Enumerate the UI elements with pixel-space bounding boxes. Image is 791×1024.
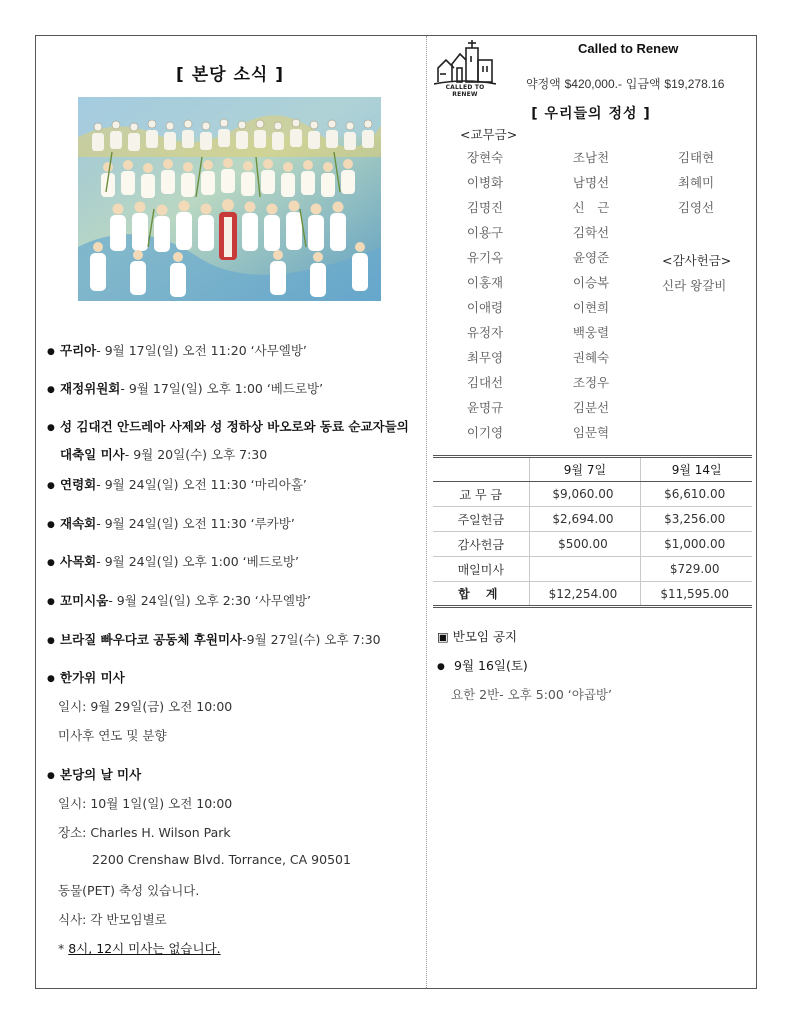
event-name: 사목회 [60, 554, 97, 569]
campaign-title: Called to Renew [578, 41, 679, 56]
bullet-icon: ● [437, 662, 445, 672]
bullet-icon: ● [47, 558, 55, 568]
total-value: $12,254.00 [529, 582, 641, 607]
event-curia [47, 341, 307, 359]
event-detail: - 9월 17일(일) 오후 1:00 ‘베드로방’ [120, 381, 324, 396]
donor-names-col1 [455, 151, 515, 451]
row-value: $6,610.00 [641, 482, 752, 507]
column-divider [426, 36, 427, 988]
donor-name: 김태현 [677, 150, 715, 165]
table-row [433, 532, 752, 557]
donor-name: 신 근 [572, 200, 610, 215]
dues-label: <교무금> [460, 127, 518, 142]
parish-day-pet: 동물(PET) 축성 있습니다. [58, 883, 200, 898]
donor-name: 최무영 [466, 350, 504, 365]
thanks-offering-label: <감사헌금> [662, 253, 732, 268]
bullet-icon: ● [47, 423, 55, 433]
parish-day-note [58, 939, 221, 957]
event-memorial-society [47, 475, 307, 493]
pledge-label: 약정액 [526, 77, 565, 91]
row-label: 교 무 금 [433, 482, 529, 507]
donor-name: 백웅렬 [572, 325, 610, 340]
row-value: $1,000.00 [641, 532, 752, 557]
no-mass-note: 8시, 12시 미사는 없습니다. [68, 941, 221, 956]
event-name: 재속회 [60, 516, 97, 531]
donor-name: 김명진 [466, 200, 504, 215]
donor-name: 이병화 [466, 175, 504, 190]
thanks-offering-donor: 신라 왕갈비 [662, 278, 727, 293]
donor-name: 권혜숙 [572, 350, 610, 365]
event-detail: - 9월 17일(일) 오전 11:20 ‘사무엘방’ [96, 343, 307, 358]
row-value: $2,694.00 [529, 507, 641, 532]
donor-name: 이용구 [466, 225, 504, 240]
meeting-date-text: 9월 16일(토) [454, 658, 528, 673]
donor-name: 윤명규 [466, 400, 504, 415]
row-value [529, 557, 641, 582]
donor-name: 이현희 [572, 300, 610, 315]
group-meeting-desc: 요한 2반- 오후 5:00 ‘야곱방’ [451, 687, 612, 702]
event-brazil-mass [47, 630, 381, 648]
event-name: 꾸리아 [60, 343, 97, 358]
logo-caption: CALLED TO RENEW [445, 84, 485, 98]
event-detail: - 9월 24일(일) 오전 11:30 ‘루카방’ [96, 516, 295, 531]
event-finance-committee [47, 379, 323, 397]
parish-day-address: 2200 Crenshaw Blvd. Torrance, CA 90501 [92, 852, 351, 867]
event-comitium [47, 591, 311, 609]
pledge-amount: $420,000.- [564, 77, 622, 91]
row-label: 주일헌금 [433, 507, 529, 532]
table-row [433, 482, 752, 507]
table-header-sep7: 9월 7일 [529, 457, 641, 482]
donor-name: 유기옥 [466, 250, 504, 265]
event-parish-day-mass [47, 765, 141, 783]
paid-label: 입금액 [621, 77, 665, 91]
bullet-icon: ● [47, 771, 55, 781]
event-name: 브라질 빠우다코 공동체 후원미사 [60, 632, 243, 647]
donor-name: 조남천 [572, 150, 610, 165]
note-prefix: * [58, 941, 69, 956]
event-martyrs-feast-mass [60, 445, 267, 463]
table-row [433, 557, 752, 582]
donor-name: 김대선 [466, 375, 504, 390]
parish-day-date: 일시: 10월 1일(일) 오전 10:00 [58, 796, 233, 811]
group-meeting-notice-title: ▣ 반모임 공지 [437, 629, 518, 644]
donor-name: 이홍재 [466, 275, 504, 290]
event-chuseok-mass [47, 668, 125, 686]
bullet-icon: ● [47, 597, 55, 607]
donor-names-col2 [561, 151, 621, 451]
total-value: $11,595.00 [641, 582, 752, 607]
event-detail: -9월 27일(수) 오후 7:30 [242, 632, 381, 647]
donor-name: 유정자 [466, 325, 504, 340]
event-secular-order [47, 514, 295, 532]
event-name: 재정위원회 [60, 381, 121, 396]
event-name: 꼬미시움 [60, 593, 109, 608]
bullet-icon: ● [47, 674, 55, 684]
chuseok-date: 일시: 9월 29일(금) 오전 10:00 [58, 699, 233, 714]
donor-name: 이승복 [572, 275, 610, 290]
bullet-icon: ● [47, 636, 55, 646]
donor-name: 윤영준 [572, 250, 610, 265]
donor-name: 최혜미 [677, 175, 715, 190]
donor-name: 이애령 [466, 300, 504, 315]
event-name: 한가위 미사 [60, 670, 125, 685]
donor-name: 조정우 [572, 375, 610, 390]
event-pastoral-council [47, 552, 299, 570]
table-total-row [433, 582, 752, 607]
table-row [433, 507, 752, 532]
event-name: 연령회 [60, 477, 97, 492]
offerings-title: [ 우리들의 정성 ] [531, 106, 651, 122]
offering-totals-table [433, 455, 752, 608]
group-meeting-date [437, 656, 528, 674]
total-label: 합 계 [433, 582, 529, 607]
donor-name: 김학선 [572, 225, 610, 240]
bullet-icon: ● [47, 385, 55, 395]
event-detail: - 9월 20일(수) 오후 7:30 [124, 447, 268, 462]
row-label: 감사헌금 [433, 532, 529, 557]
event-name: 대축일 미사 [60, 447, 125, 462]
donor-name: 김영선 [677, 200, 715, 215]
event-martyrs-feast [47, 417, 409, 435]
event-detail: - 9월 24일(일) 오후 1:00 ‘베드로방’ [96, 554, 299, 569]
paid-amount: $19,278.16 [664, 77, 725, 91]
donor-name: 장현숙 [466, 150, 504, 165]
donor-name: 김분선 [572, 400, 610, 415]
donor-name: 남명선 [572, 175, 610, 190]
donor-name: 임문혁 [572, 425, 610, 440]
table-header-sep14: 9월 14일 [641, 457, 752, 482]
martyrs-painting [78, 97, 381, 301]
chuseok-note: 미사후 연도 및 분향 [58, 728, 167, 743]
parish-day-place: 장소: Charles H. Wilson Park [58, 825, 231, 840]
bullet-icon: ● [47, 520, 55, 530]
row-value: $729.00 [641, 557, 752, 582]
parish-day-meal: 식사: 각 반모임별로 [58, 912, 167, 927]
row-value: $3,256.00 [641, 507, 752, 532]
row-value: $500.00 [529, 532, 641, 557]
event-name: 본당의 날 미사 [60, 767, 142, 782]
donor-name: 이기영 [466, 425, 504, 440]
donor-names-col3 [666, 151, 726, 226]
event-detail: - 9월 24일(일) 오전 11:30 ‘마리아홀’ [96, 477, 307, 492]
table-header-blank [433, 457, 529, 482]
bullet-icon: ● [47, 347, 55, 357]
pledge-summary [526, 75, 724, 92]
row-value: $9,060.00 [529, 482, 641, 507]
event-detail: - 9월 24일(일) 오후 2:30 ‘사무엘방’ [108, 593, 311, 608]
parish-news-title: [ 본당 소식 ] [176, 65, 284, 85]
bullet-icon: ● [47, 481, 55, 491]
row-label: 매일미사 [433, 557, 529, 582]
event-name: 성 김대건 안드레아 사제와 성 정하상 바오로와 동료 순교자들의 [60, 419, 409, 434]
table-header-row [433, 457, 752, 482]
